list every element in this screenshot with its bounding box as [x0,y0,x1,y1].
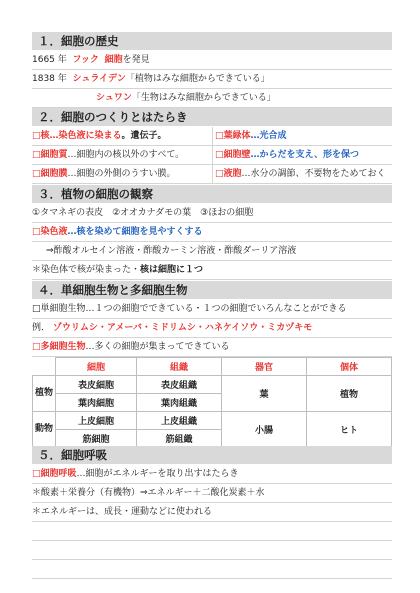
blank-line [32,560,392,579]
specimens-row: ①タマネギの表皮 ②オオカナダモの葉 ③ほおの細胞 [32,204,392,223]
cell-term: 細胞 [104,55,123,65]
header-tissue: 組織 [137,358,222,376]
examples-row: 例． ゾウリムシ・アメーバ・ミドリムシ・ハネケイソウ・ミカヅキモ [32,319,392,338]
animal-individual: ヒト [307,412,392,448]
section-1-heading: １．細胞の歴史 [32,32,392,50]
blank-line [32,541,392,560]
cytoplasm-row: □細胞質…細胞内の核以外のすべて。 [32,146,212,165]
history-row-schleiden: 1838 年 シュライデン「植物はみな細胞からできている」 [32,70,392,89]
table-cell: 上皮細胞 [56,412,137,430]
animal-label: 動物 [33,412,56,448]
table-cell: 表皮細胞 [56,376,137,394]
vacuole-row: □液胞…水分の調節、不要物をためておく [212,165,392,184]
header-organ: 器官 [222,358,307,376]
respiration-equation-row: ＊酸素＋栄養分（有機物）⇒エネルギー＋二酸化炭素＋水 [32,484,392,503]
history-row-schwann: シュワン「生物はみな細胞からできている」 [32,89,392,108]
nucleus-row: □核…染色液に染まる。遺伝子。 [32,127,212,146]
chloroplast-row: □葉緑体…光合成 [212,127,392,146]
table-cell: 筋組織 [137,430,222,448]
multicellular-row: □多細胞生物…多くの細胞が集まってできている [32,338,392,357]
section-4-heading: ４．単細胞生物と多細胞生物 [32,281,392,299]
header-cell: 細胞 [56,358,137,376]
history-row-hooke: 1665 年 フック 細胞を発見 [32,51,392,70]
plant-individual: 植物 [307,376,392,412]
energy-use-row: ＊エネルギーは、成長・運動などに使われる [32,503,392,522]
plant-label: 植物 [33,376,56,412]
blank-line [32,522,392,541]
table-cell: 筋細胞 [56,430,137,448]
header-individual: 個体 [307,358,392,376]
table-header-row [33,358,392,376]
cell-membrane-row: □細胞膜…細胞の外側のうすい膜。 [32,165,212,184]
animal-organ: 小腸 [222,412,307,448]
schleiden-name: シュライデン [72,74,126,84]
stain-row: □染色液…核を染めて細胞を見やすくする [32,223,392,242]
table-cell: 表皮組織 [137,376,222,394]
table-cell: 葉肉組織 [137,394,222,412]
respiration-row: □細胞呼吸…細胞がエネルギーを取り出すはたらき [32,465,392,484]
schwann-name: シュワン [96,93,132,103]
table-row [33,412,392,430]
cell-wall-row: □細胞壁…からだを支え、形を保つ [212,146,392,165]
plant-organ: 葉 [222,376,307,412]
table-cell: 上皮組織 [137,412,222,430]
section-3-heading: ３．植物の細胞の観察 [32,185,392,203]
table-cell: 葉肉細胞 [56,394,137,412]
hooke-name: フック [72,55,99,65]
table-row [33,376,392,394]
stain-solutions-row: ⇒酢酸オルセイン溶液・酢酸カーミン溶液・酢酸ダーリア溶液 [32,242,392,261]
section-5-heading: ５．細胞呼吸 [32,446,392,464]
unicellular-row: □単細胞生物…１つの細胞でできている・１つの細胞でいろんなことができる [32,300,392,319]
section-2-heading: ２．細胞のつくりとはたらき [32,108,392,126]
stain-note-row: ＊染色体で核が染まった・核は細胞に１つ [32,261,392,280]
cell-hierarchy-table [32,357,392,448]
